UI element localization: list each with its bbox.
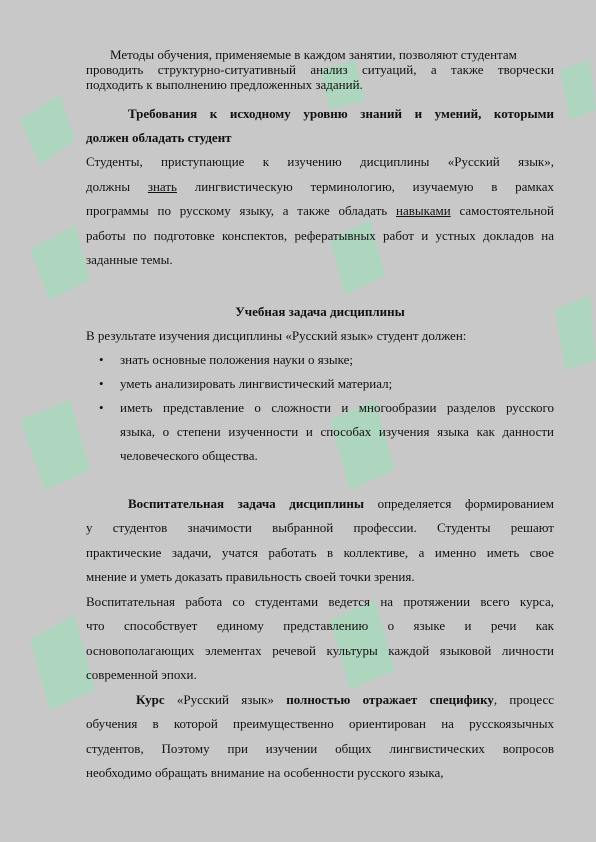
document-content (86, 47, 554, 786)
bullet-icon: • (99, 399, 104, 415)
bullet-icon: • (99, 351, 104, 367)
know-underlined: знать (147, 178, 177, 194)
requirements-heading: Требования к исходному уровню знаний и умений, которыми должен обладать студент (86, 106, 554, 145)
education-work-paragraph: Воспитательная работа со студентами ведется на протяжении всего курса, что способствует единому представлению о языке и речи как основополагающих элементах речевой культуры каждой языковой личности современной эпохи. (86, 593, 554, 682)
learning-task-list (86, 348, 554, 468)
list-item: • уметь анализировать лингвистический материал; (86, 372, 554, 396)
course-paragraph: Курс «Русский язык» полностью отражает специфику, процесс обучения в которой преимущественно ориентирован на русскоязычных студентов, Поэтому при изучении общих лингвистических вопросов необходимо обращать внимание на особенности русского языка, (86, 691, 554, 780)
bullet-icon: • (99, 375, 104, 391)
skills-underlined: навыками (396, 203, 451, 218)
learning-task-heading: Учебная задача дисциплины (235, 303, 405, 319)
learning-task-intro: В результате изучения дисциплины «Русский язык» студент должен: (86, 327, 467, 343)
requirements-paragraph: Студенты, приступающие к изучению дисциплины «Русский язык», должны знать лингвистическую терминологию, изучаемую в рамках программы по русскому языку, а также обладать навыками самостоятельной работы по подготовке конспектов, рефератывных работ и устных докладов на заданные темы. (86, 154, 554, 267)
methods-paragraph: Методы обучения, применяемые в каждом занятии, позволяют студентам проводить структурно-ситуативный анализ ситуаций, а также творчески подходить к выполнению предложенных заданий. (86, 47, 554, 92)
list-item: • иметь представление о сложности и многообразии разделов русского языка, о степени изученности и способах изучения языка как данности человеческого общества. (86, 396, 554, 468)
list-item: • знать основные положения науки о языке; (86, 348, 554, 372)
education-task-paragraph: Воспитательная задача дисциплины определяется формированием у студентов значимости выбранной профессии. Студенты решают практические задачи, учатся работать в коллективе, а именно иметь свое мнение и уметь доказать правильность своей точки зрения. (86, 495, 554, 584)
